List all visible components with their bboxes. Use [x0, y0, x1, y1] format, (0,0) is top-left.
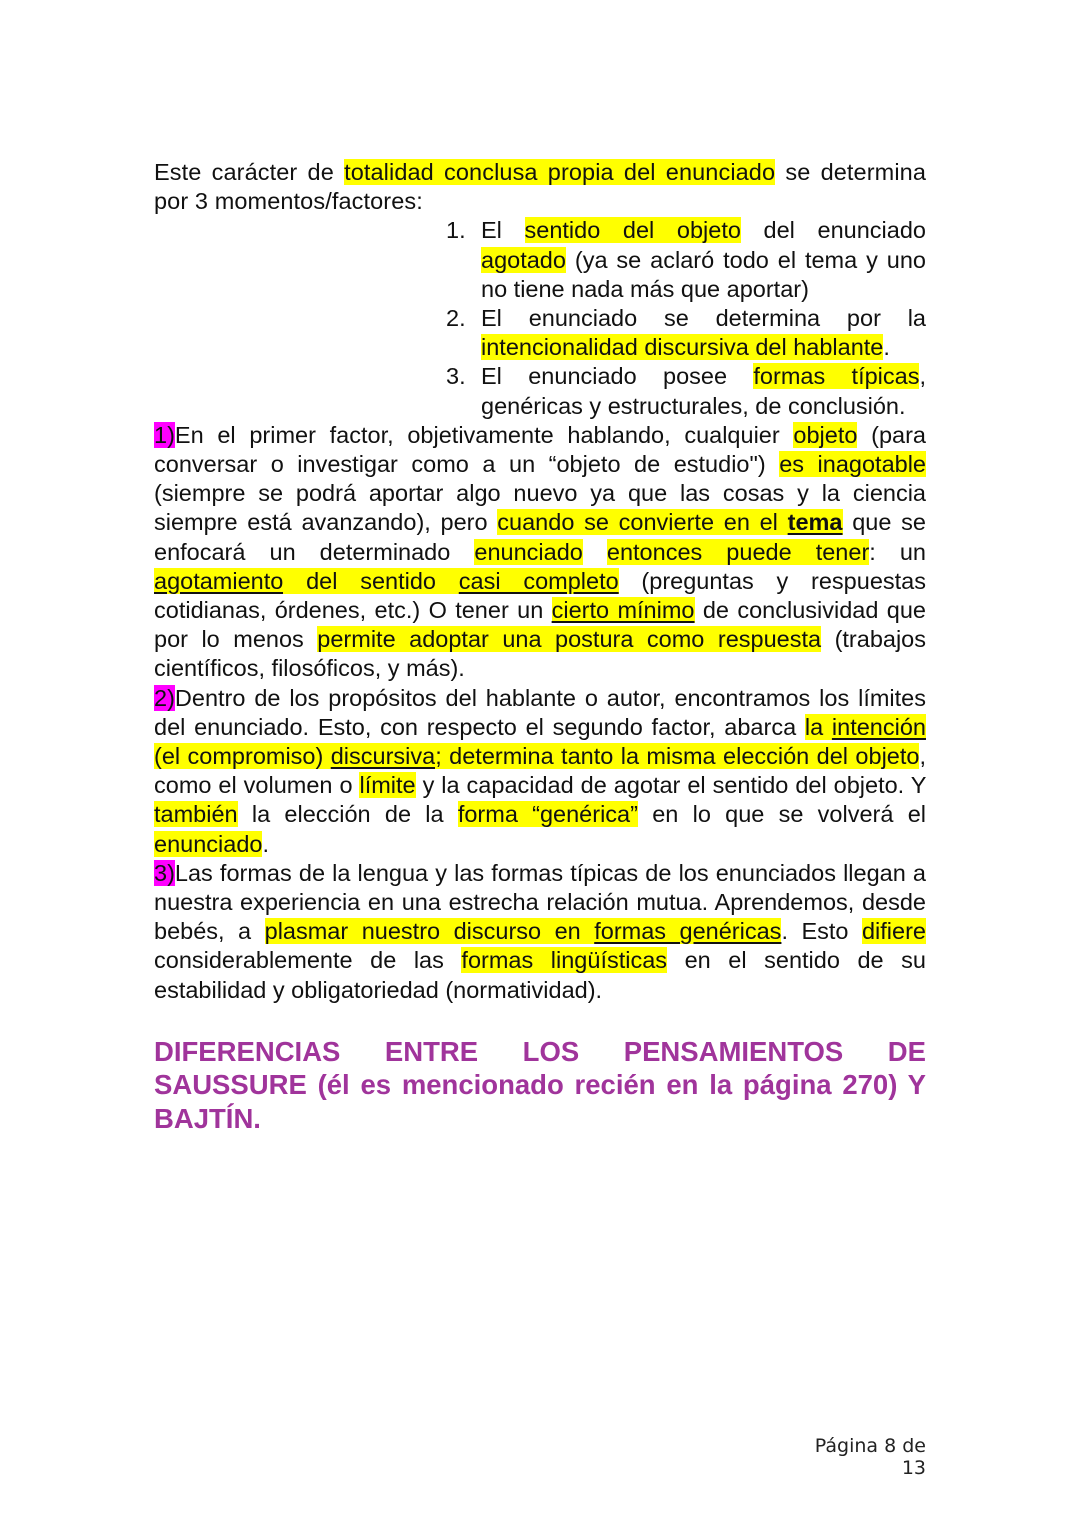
text: , como el volumen o	[154, 743, 926, 799]
list-marker: 1.	[446, 217, 466, 244]
paragraph-factor-1	[154, 421, 926, 684]
highlight: es inagotable	[779, 451, 926, 478]
text: (ya se aclaró todo el tema y uno no tiene nada más que aportar)	[481, 246, 926, 302]
text: Las formas de la lengua y las formas típicas de los enunciados llegan a nuestra experiencia en una estrecha relación mutua. Aprendemos, desde bebés, a	[154, 859, 926, 945]
highlight: formas típicas	[753, 363, 920, 390]
highlight: la	[804, 713, 832, 740]
text: . Esto	[781, 918, 862, 945]
number-marker: 1)	[154, 421, 175, 448]
highlight: ; determina tanto la misma elección del objeto	[435, 743, 920, 770]
text: la elección de la	[237, 801, 458, 828]
text: (siempre se podrá aportar algo nuevo ya que las cosas y la ciencia siempre está avanzando), pero	[154, 480, 926, 536]
intro-paragraph	[154, 158, 926, 216]
highlight: formas lingüísticas	[461, 947, 668, 974]
text: y la capacidad de agotar el sentido del objeto. Y	[415, 772, 926, 799]
highlight: plasmar nuestro discurso en	[264, 918, 595, 945]
highlight: agotado	[481, 246, 566, 273]
text: Este carácter de	[154, 159, 345, 185]
highlight: permite adoptar una postura como respuesta	[317, 626, 822, 653]
text: El	[481, 217, 525, 244]
highlight: intencionalidad discursiva del hablante	[481, 334, 884, 361]
number-marker: 3)	[154, 859, 175, 886]
text: (preguntas y respuestas cotidianas, órdenes, etc.) O tener un	[154, 567, 926, 624]
text: .	[262, 830, 269, 857]
highlight: difiere	[861, 918, 926, 945]
highlight: (el compromiso)	[154, 743, 331, 770]
text: El enunciado se determina por la	[481, 305, 926, 332]
highlight-underline: cierto mínimo	[551, 597, 695, 624]
highlight-underline: intención	[831, 713, 926, 740]
text: , genéricas y estructurales, de conclusión.	[481, 363, 926, 419]
highlight: entonces puede tener	[606, 538, 870, 565]
highlight: enunciado	[154, 830, 263, 857]
text: se determina por 3 momentos/factores:	[154, 159, 926, 215]
factor-item-3	[446, 362, 926, 420]
highlight-underline: discursiva	[330, 743, 436, 770]
text: en lo que se volverá el	[637, 801, 926, 828]
highlight-underline: formas genéricas	[594, 918, 782, 945]
number-marker: 2)	[154, 684, 175, 711]
highlight-underline: agotamiento	[154, 567, 284, 594]
highlight: cuando se convierte en el	[497, 509, 788, 536]
highlight: objeto	[793, 421, 858, 448]
highlight: forma “genérica”	[457, 801, 638, 828]
highlight: sentido del objeto	[524, 217, 741, 244]
highlight-underline: casi completo	[458, 567, 619, 594]
list-marker: 3.	[446, 363, 466, 390]
highlight: totalidad conclusa propia del enunciado	[344, 159, 776, 185]
text: considerablemente de las	[154, 947, 462, 974]
text: de conclusividad que por lo menos	[154, 597, 926, 653]
highlight-bold-underline: tema	[787, 509, 843, 536]
page-content	[154, 158, 926, 1135]
text: en el sentido de su estabilidad y obligatoriedad (normatividad).	[154, 947, 926, 1003]
text: : un	[869, 538, 926, 565]
factor-item-1	[446, 216, 926, 304]
section-heading: DIFERENCIAS ENTRE LOS PENSAMIENTOS DE SAUSSURE (él es mencionado recién en la página 270) Y BAJTÍN.	[154, 1035, 926, 1134]
text: Dentro de los propósitos del hablante o autor, encontramos los límites del enunciado. Esto, con respecto el segundo factor, abarca	[154, 684, 926, 740]
highlight: del sentido	[283, 567, 459, 594]
text: .	[883, 334, 890, 361]
text: (para conversar o investigar como a un “objeto de estudio")	[154, 421, 927, 478]
factor-item-2	[446, 304, 926, 362]
paragraph-factor-2	[154, 684, 926, 859]
text: que se enfocará un determinado	[154, 509, 926, 565]
text: El enunciado posee	[481, 363, 754, 390]
highlight: límite	[359, 772, 416, 799]
highlight: enunciado	[474, 538, 583, 565]
paragraph-factor-3	[154, 859, 926, 1005]
text: del enunciado	[740, 217, 926, 244]
page-number: Página 8 de 13	[814, 1435, 926, 1479]
factors-list	[446, 216, 926, 420]
highlight: también	[154, 801, 238, 828]
text: (trabajos científicos, filosóficos, y más).	[154, 626, 927, 682]
list-marker: 2.	[446, 305, 466, 332]
text	[583, 539, 607, 565]
text: En el primer factor, objetivamente hablando, cualquier	[174, 421, 794, 448]
